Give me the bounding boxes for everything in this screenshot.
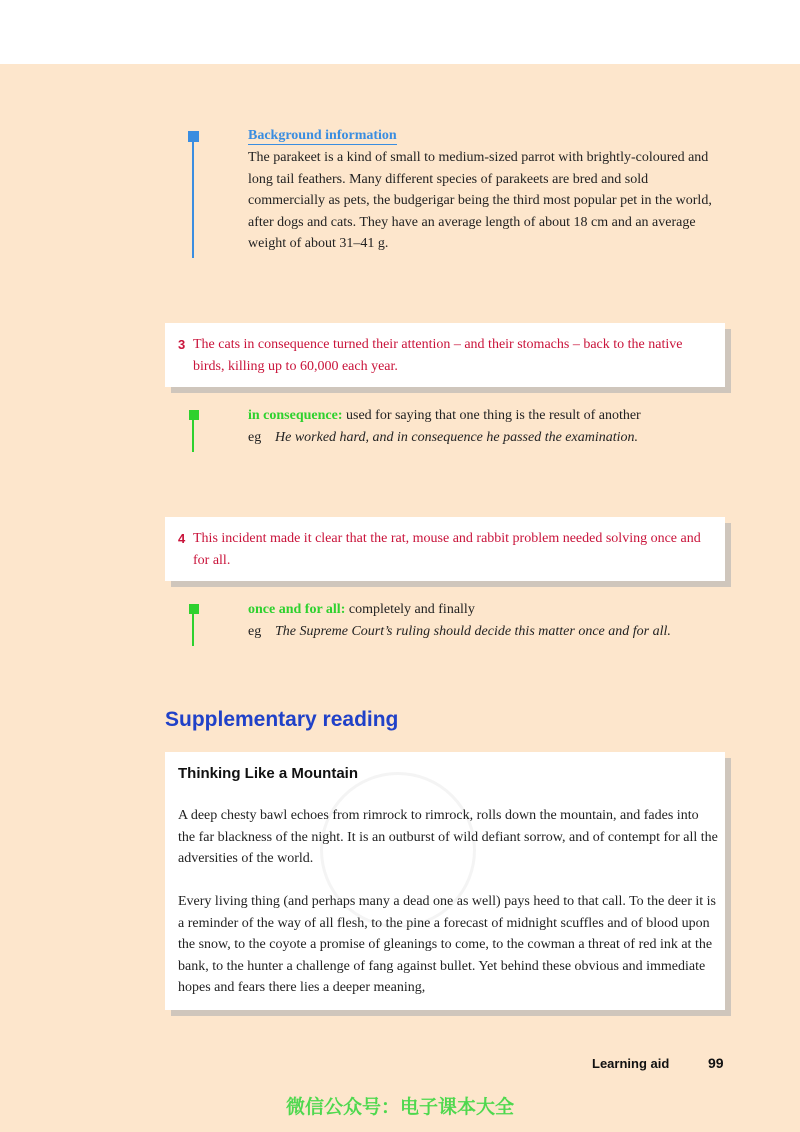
page-number: 99 <box>708 1055 724 1071</box>
supplementary-reading-box <box>165 752 725 1010</box>
sentence-text: This incident made it clear that the rat, mouse and rabbit problem needed solving once and for all. <box>193 531 701 568</box>
section-heading: Supplementary reading <box>165 708 399 731</box>
sentence-number: 4 <box>178 531 186 546</box>
sentence-box-4 <box>165 517 725 581</box>
vocab-note-3 <box>248 405 728 448</box>
margin-rule <box>192 614 194 646</box>
eg-label: eg <box>248 623 262 639</box>
background-info-text: The parakeet is a kind of small to medium-sized parrot with brightly-coloured and long tail feathers. Many different species of parakeets are bred and sold commercially as pets, the budgerigar being the third most popular pet in the world, after dogs and cats. They have an average length of about 18 cm and an average weight of about 31–41 g. <box>248 150 712 252</box>
vocab-example: The Supreme Court’s ruling should decide this matter once and for all. <box>275 623 671 639</box>
footer-section-label: Learning aid <box>592 1056 670 1071</box>
sentence-number: 3 <box>178 337 186 352</box>
sentence-text: The cats in consequence turned their attention – and their stomachs – back to the native birds, killing up to 60,000 each year. <box>193 337 683 374</box>
eg-label: eg <box>248 429 262 445</box>
reading-paragraph: A deep chesty bawl echoes from rimrock to rimrock, rolls down the mountain, and fades into the far blackness of the night. It is an outburst of wild defiant sorrow, and of contempt for all the adversities of the world. <box>178 808 718 867</box>
background-info-title: Background information <box>248 128 397 143</box>
vocab-definition: used for saying that one thing is the result of another <box>342 408 641 423</box>
margin-rule <box>192 142 194 258</box>
margin-rule <box>192 420 194 452</box>
vocab-example: He worked hard, and in consequence he passed the examination. <box>275 429 639 445</box>
square-bullet-icon <box>188 131 199 142</box>
reading-paragraph: Every living thing (and perhaps many a dead one as well) pays heed to that call. To the deer it is a reminder of the way of all flesh, to the pine a forecast of midnight scuffles and of blood upon the snow, to the coyote a promise of gleanings to come, to the cowman a threat of red ink at the bank, to the hunter a challenge of fang against bullet. Yet behind these obvious and immediate hopes and fears there lies a deeper meaning, <box>178 894 716 996</box>
vocab-term: once and for all: <box>248 602 346 617</box>
vocab-note-4 <box>248 599 728 642</box>
reading-title: Thinking Like a Mountain <box>178 765 358 782</box>
sentence-box-3 <box>165 323 725 387</box>
vocab-term: in consequence: <box>248 408 343 423</box>
square-bullet-icon <box>189 410 199 420</box>
watermark-text: 微信公众号：电子课本大全 <box>285 1096 514 1118</box>
square-bullet-icon <box>189 604 199 614</box>
vocab-definition: completely and finally <box>345 602 475 617</box>
